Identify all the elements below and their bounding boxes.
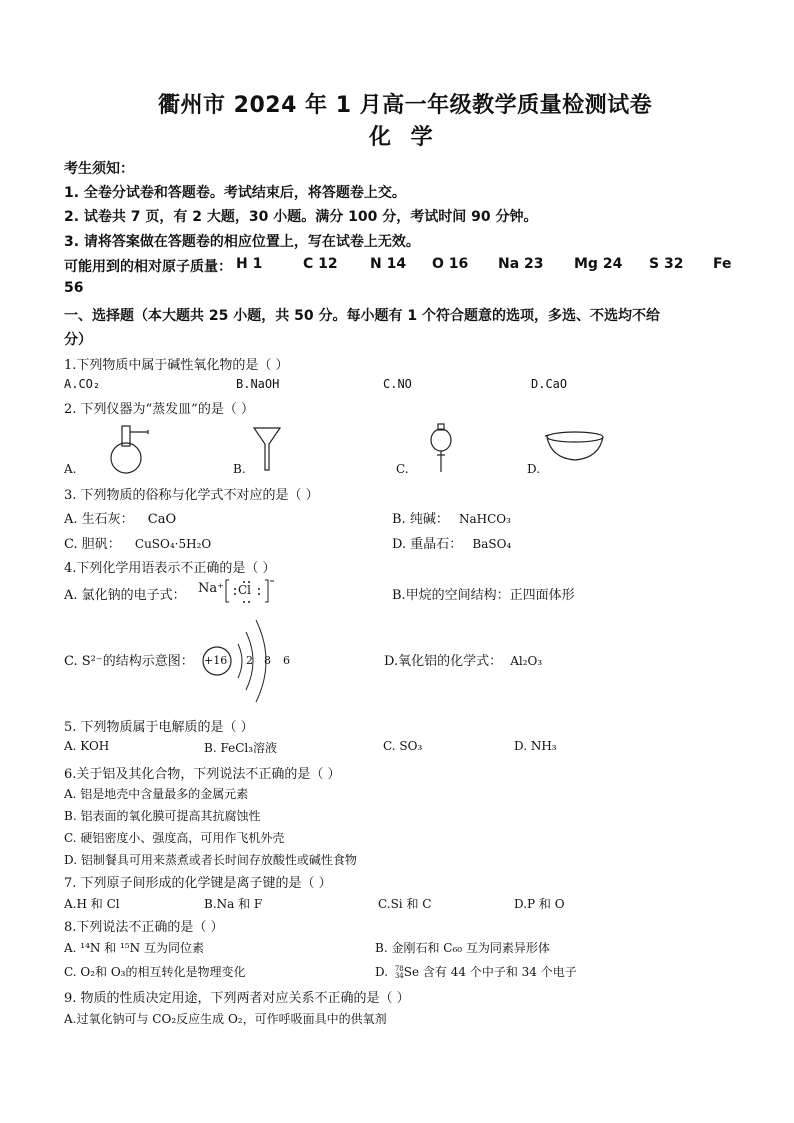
option-a-na: Na⁺ [198,581,224,596]
option-b: B.Na 和 F [204,897,263,911]
question-stem: 6.关于铝及其化合物，下列说法不正确的是（ ） [64,767,341,782]
atomic-mass-label: 可能用到的相对原子质量： [64,259,232,275]
option-d-formula: BaSO₄ [472,537,512,551]
funnel-icon [252,424,282,472]
atomic-mass: C 12 [303,256,338,272]
section-heading: 一、选择题（本大题共 25 小题，共 50 分。每小题有 1 个符合题意的选项，多选、不选均不给 [64,308,660,324]
page-subtitle: 化 学 [369,125,439,150]
question-stem: 2. 下列仪器为“蒸发皿”的是（ ） [64,402,254,417]
option-a-label: A. 生石灰： [64,512,134,527]
atomic-mass-wrap: 56 [64,280,84,296]
option-d-label: D. 重晶石： [392,537,463,552]
shell-electrons: 6 [283,654,290,667]
option-d: D. 铝制餐具可用来蒸煮或者长时间存放酸性或碱性食物 [64,853,357,867]
atomic-mass: N 14 [370,256,407,272]
option-a: A. 铝是地壳中含量最多的金属元素 [64,787,249,801]
option-d-formula: Al₂O₃ [510,654,543,668]
option-a-cl: Cl [238,583,252,597]
option-a: A. ¹⁴N 和 ¹⁵N 互为同位素 [64,941,204,955]
atomic-mass: Fe [713,256,732,272]
option-d-label: D.氧化铝的化学式： [384,654,503,669]
notice-item: 3. 请将答案做在答题卷的相应位置上，写在试卷上无效。 [64,234,420,250]
option-b: B. 金刚石和 C₆₀ 互为同素异形体 [375,941,550,955]
atomic-number: 34 [394,971,404,980]
atomic-mass: Na 23 [498,256,544,272]
option-b: B. 铝表面的氧化膜可提高其抗腐蚀性 [64,809,261,823]
separatory-funnel-icon [425,422,457,474]
option-b-label: B. 纯碱： [392,512,449,527]
evaporating-dish-icon [543,430,607,464]
nucleus-charge: +16 [204,654,228,667]
option-c: C.Si 和 C [378,897,432,911]
option-b: B. [233,462,246,476]
option-b: B.甲烷的空间结构：正四面体形 [392,588,575,603]
option-b: B.NaOH [236,377,280,391]
shell-electrons: 8 [264,654,271,667]
atomic-mass: H 1 [236,256,263,272]
volumetric-flask-icon [100,424,160,474]
element-symbol: Se [403,965,420,979]
option-b-formula: NaHCO₃ [458,512,511,526]
option-c-label: C. 胆矾： [64,537,121,552]
option-d: D. NH₃ [514,739,557,753]
option-d: D. [527,462,541,476]
option-a-formula: CaO [147,512,177,527]
shell-electrons: 2 [246,654,253,667]
notice-item: 1. 全卷分试卷和答题卷。考试结束后，将答题卷上交。 [64,185,406,201]
option-a-label: A. 氯化钠的电子式： [64,588,186,603]
option-d-label: D. [375,965,389,979]
page-title: 衢州市 2024 年 1 月高一年级教学质量检测试卷 [158,93,653,118]
option-d-text: 含有 44 个中子和 34 个电子 [422,965,577,979]
question-stem: 3. 下列物质的俗称与化学式不对应的是（ ） [64,488,319,503]
option-c: C. O₂和 O₃的相互转化是物理变化 [64,965,246,979]
option-c: C. [396,462,409,476]
option-c: C.NO [383,377,412,391]
option-a: A.H 和 Cl [64,897,120,911]
option-d: D.P 和 O [514,897,565,911]
question-stem: 1.下列物质中属于碱性氧化物的是（ ） [64,358,289,373]
option-a: A.CO₂ [64,377,101,391]
option-a: A.过氧化钠可与 CO₂反应生成 O₂，可作呼吸面具中的供氧剂 [64,1012,387,1026]
option-b: B. FeCl₃溶液 [204,741,278,755]
question-stem: 7. 下列原子间形成的化学键是离子键的是（ ） [64,876,332,891]
option-c: C. SO₃ [383,739,423,753]
question-stem: 8.下列说法不正确的是（ ） [64,920,224,935]
mass-number: 78 [394,964,404,973]
option-c: C. 硬铝密度小、强度高，可用作飞机外壳 [64,831,285,845]
section-heading-wrap: 分） [64,332,92,348]
option-a: A. [64,462,77,476]
option-c-formula: CuSO₄·5H₂O [134,537,212,551]
atomic-mass: S 32 [649,256,684,272]
atomic-mass: Mg 24 [574,256,623,272]
question-stem: 5. 下列物质属于电解质的是（ ） [64,720,254,735]
option-c-label: C. S²⁻的结构示意图： [64,654,194,669]
notice-heading: 考生须知： [64,161,134,177]
atomic-mass: O 16 [432,256,469,272]
notice-item: 2. 试卷共 7 页，有 2 大题，30 小题。满分 100 分，考试时间 90 分钟。 [64,209,538,225]
question-stem: 9. 物质的性质决定用途，下列两者对应关系不正确的是（ ） [64,991,410,1006]
option-a: A. KOH [64,739,110,753]
question-stem: 4.下列化学用语表示不正确的是（ ） [64,561,276,576]
option-d: D.CaO [531,377,568,391]
